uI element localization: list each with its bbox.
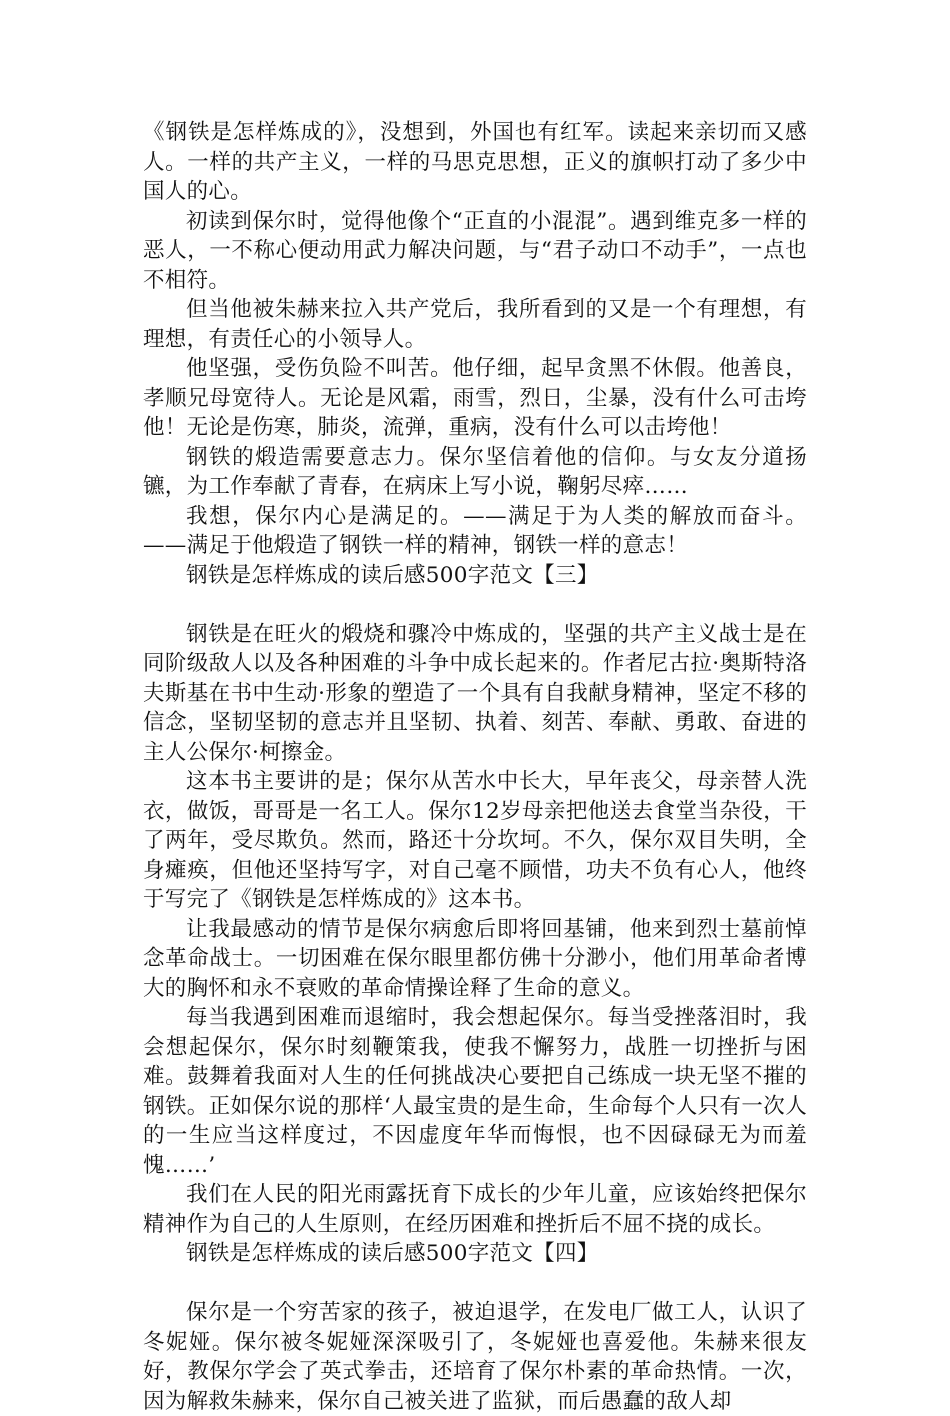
paragraph-first-impression: 初读到保尔时，觉得他像个“正直的小混混”。遇到维克多一样的恶人，一不称心便动用武力解决问题，与“君子动口不动手”，一点也不相符。: [143, 208, 807, 293]
section-heading-four: 钢铁是怎样炼成的读后感500字范文【四】: [186, 1241, 599, 1266]
section-spacer: [143, 590, 807, 620]
section-spacer: [143, 1269, 807, 1299]
paragraph-willpower: 钢铁的煅造需要意志力。保尔坚信着他的信仰。与女友分道扬镳，为工作奉献了青春，在病床上写小说，鞠躬尽瘁……: [143, 444, 807, 499]
paragraph-intro: 《钢铁是怎样炼成的》，没想到，外国也有红军。读起来亲切而又感人。一样的共产主义，一样的马思克思想，正义的旗帜打动了多少中国人的心。: [143, 120, 807, 204]
paragraph-character: 他坚强，受伤负险不叫苦。他仔细，起早贪黑不休假。他善良，孝顺兄母宽待人。无论是风霜，雨雪，烈日，尘暴，没有什么可击垮他！无论是伤寒，肺炎，流弹，重病，没有什么可以击垮他！: [143, 356, 807, 440]
paragraph-steel-forged: 钢铁是在旺火的煅烧和骤冷中炼成的，坚强的共产主义战士是在同阶级敌人以及各种困难的斗争中成长起来的。作者尼古拉·奥斯特洛夫斯基在书中生动·形象的塑造了一个具有自我献身精神，坚定不移的信念，坚韧坚韧的意志并且坚韧、执着、刻苦、奉献、勇敢、奋进的主人公保尔·柯擦金。: [143, 621, 807, 765]
section-heading-three: 钢铁是怎样炼成的读后感500字范文【三】: [186, 562, 599, 588]
paragraph-conclusion: 我们在人民的阳光雨露抚育下成长的少年儿童，应该始终把保尔精神作为自己的人生原则，在经历困难和挫折后不屈不挠的成长。: [143, 1182, 807, 1237]
paragraph-paul-story: 保尔是一个穷苦家的孩子，被迫退学，在发电厂做工人，认识了冬妮娅。保尔被冬妮娅深深吸引了，冬妮娅也喜爱他。朱赫来很友好，教保尔学会了英式拳击，还培育了保尔朴素的革命热情。一次，因为解救朱赫来，保尔自己被关进了监狱，而后愚蠢的敌人却: [143, 1300, 807, 1414]
article-body: [143, 118, 807, 1416]
paragraph-satisfaction: 我想，保尔内心是满足的。——满足于为人类的解放而奋斗。——满足于他煅造了钢铁一样的精神，钢铁一样的意志！: [143, 503, 807, 558]
paragraph-joined-party: 但当他被朱赫来拉入共产党后，我所看到的又是一个有理想，有理想，有责任心的小领导人。: [143, 297, 807, 352]
paragraph-inspiration: 每当我遇到困难而退缩时，我会想起保尔。每当受挫落泪时，我会想起保尔，保尔时刻鞭策我，使我不懈努力，战胜一切挫折与困难。鼓舞着我面对人生的任何挑战决心要把自己练成一块无坚不摧的钢铁。正如保尔说的那样‘人最宝贵的是生命，生命每个人只有一次人的一生应当这样度过，不因虚度年华而悔恨，也不因碌碌无为而羞愧……’: [143, 1005, 807, 1178]
paragraph-book-summary: 这本书主要讲的是；保尔从苦水中长大，早年丧父，母亲替人洗衣，做饭，哥哥是一名工人。保尔12岁母亲把他送去食堂当杂役，干了两年，受尽欺负。然而，路还十分坎坷。不久，保尔双目失明，全身瘫痪，但他还坚持写字，对自己毫不顾惜，功夫不负有心人，他终于写完了《钢铁是怎样炼成的》这本书。: [143, 769, 807, 912]
paragraph-moving-scene: 让我最感动的情节是保尔病愈后即将回基铺，他来到烈士墓前悼念革命战士。一切困难在保尔眼里都仿佛十分渺小，他们用革命者博大的胸怀和永不衰败的革命情操诠释了生命的意义。: [143, 916, 807, 1001]
